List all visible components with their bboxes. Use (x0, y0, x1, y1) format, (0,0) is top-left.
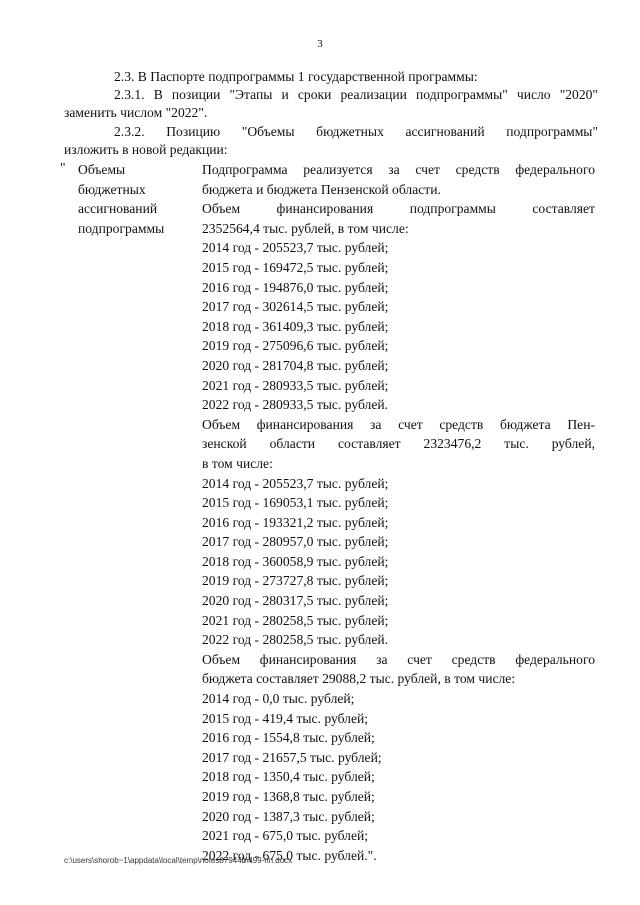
content-line: 2021 год - 280933,5 тыс. рублей; (202, 377, 389, 393)
label-line: бюджетных (78, 181, 146, 197)
content-line: Объем финансирования за счет средств федерального (202, 651, 595, 667)
content-line: 2017 год - 280957,0 тыс. рублей; (202, 534, 389, 550)
content-line: 2020 год - 280317,5 тыс. рублей; (202, 593, 389, 609)
content-line: в том числе: (202, 455, 273, 471)
content-line: 2014 год - 0,0 тыс. рублей; (202, 691, 355, 707)
content-line: 2021 год - 280258,5 тыс. рублей; (202, 612, 389, 628)
content-line: Объем финансирования подпрограммы составляет (202, 201, 595, 217)
label-line: ассигнований (78, 201, 158, 216)
content-line: 2022 год - 675,0 тыс. рублей.". (202, 847, 377, 863)
content-line: 2019 год - 275096,6 тыс. рублей; (202, 338, 389, 354)
content-line: зенской области составляет 2323476,2 тыс. рублей, (202, 436, 595, 452)
content-line: Объем финансирования за счет средств бюджета Пен- (202, 416, 595, 432)
content-line: 2017 год - 21657,5 тыс. рублей; (202, 749, 382, 765)
content-line: 2015 год - 169053,1 тыс. рублей; (202, 495, 389, 511)
content-line: 2017 год - 302614,5 тыс. рублей; (202, 299, 389, 315)
content-line: 2016 год - 193321,2 тыс. рублей; (202, 514, 389, 530)
content-line: 2014 год - 205523,7 тыс. рублей; (202, 240, 389, 256)
content-line: 2022 год - 280258,5 тыс. рублей. (202, 632, 389, 648)
paragraph-2-3-1-line2: заменить числом "2022". (64, 105, 208, 120)
footer-file-path: c:\users\shorob~1\appdata\local\temp\notes87944b\499-пп.docx (64, 856, 293, 865)
content-line: 2015 год - 169472,5 тыс. рублей; (202, 259, 389, 275)
paragraph-2-3-2-line2: изложить в новой редакции: (64, 142, 228, 157)
content-line: 2020 год - 281704,8 тыс. рублей; (202, 357, 389, 373)
page-number: 3 (317, 38, 323, 50)
position-label (78, 160, 188, 238)
label-line: подпрограммы (78, 220, 165, 236)
content-line: 2018 год - 360058,9 тыс. рублей; (202, 553, 389, 569)
paragraph-2-3-1-line1: 2.3.1. В позиции "Этапы и сроки реализации подпрограммы" число "2020" (114, 87, 598, 102)
content-line: 2019 год - 273727,8 тыс. рублей; (202, 573, 389, 589)
content-line: 2014 год - 205523,7 тыс. рублей; (202, 475, 389, 491)
paragraph-2-3-2-line1: 2.3.2. Позицию "Объемы бюджетных ассигнований подпрограммы" (114, 124, 598, 139)
content-line: 2016 год - 194876,0 тыс. рублей; (202, 279, 389, 295)
content-line: 2021 год - 675,0 тыс. рублей; (202, 828, 369, 844)
content-line: 2018 год - 361409,3 тыс. рублей; (202, 318, 389, 334)
content-line: бюджета и бюджета Пензенской области. (202, 181, 441, 197)
content-line: 2018 год - 1350,4 тыс. рублей; (202, 769, 375, 785)
open-quote-mark: " (60, 160, 66, 175)
paragraph-2-3: 2.3. В Паспорте подпрограммы 1 государственной программы: (114, 69, 478, 84)
content-line: 2016 год - 1554,8 тыс. рублей; (202, 730, 375, 746)
content-line: 2015 год - 419,4 тыс. рублей; (202, 710, 369, 726)
position-content (202, 160, 595, 865)
content-line: Подпрограмма реализуется за счет средств федерального (202, 162, 595, 177)
content-line: 2022 год - 280933,5 тыс. рублей. (202, 397, 389, 413)
content-line: 2020 год - 1387,3 тыс. рублей; (202, 808, 375, 824)
content-line: 2019 год - 1368,8 тыс. рублей; (202, 789, 375, 804)
label-line: Объемы (78, 162, 126, 177)
content-line: 2352564,4 тыс. рублей, в том числе: (202, 220, 409, 236)
content-line: бюджета составляет 29088,2 тыс. рублей, в том числе: (202, 671, 516, 687)
